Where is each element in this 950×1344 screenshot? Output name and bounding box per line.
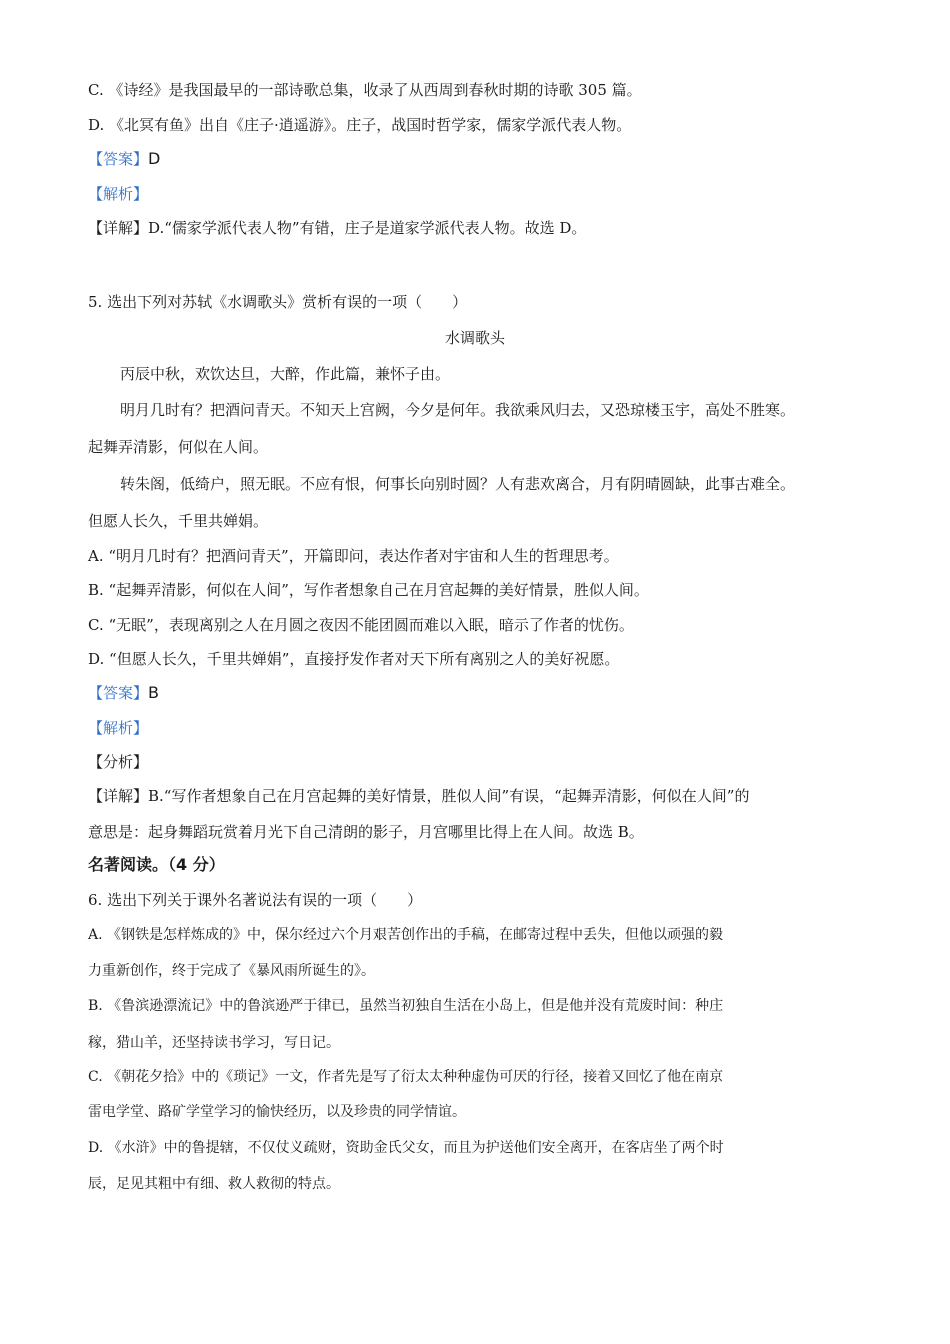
answer-value: D <box>148 149 161 168</box>
answer-tag: 【答案】 <box>88 684 149 702</box>
poem-paragraph-1-cont: 起舞弄清影，何似在人间。 <box>88 438 269 456</box>
q5-question: 5. 选出下列对苏轼《水调歌头》赏析有误的一项（ ） <box>88 293 468 311</box>
q6-option-d-line-1: D. 《水浒》中的鲁提辖，不仅仗义疏财，资助金氏父女，而且为护送他们安全离开，在客店坐了两个时 <box>88 1140 724 1156</box>
poem-title: 水调歌头 <box>444 329 505 347</box>
section-heading: 名著阅读。（4 分） <box>88 855 225 874</box>
answer-tag: 【答案】 <box>88 150 149 168</box>
q6-option-a-line-1: A. 《钢铁是怎样炼成的》中，保尔经过六个月艰苦创作出的手稿，在邮寄过程中丢失，但他以顽强的毅 <box>88 927 724 943</box>
q6-question: 6. 选出下列关于课外名著说法有误的一项（ ） <box>88 891 423 909</box>
poem-paragraph-2-cont: 但愿人长久，千里共婵娟。 <box>88 512 269 530</box>
q5-fenxi-tag: 【分析】 <box>88 753 149 771</box>
q6-option-c-line-1: C. 《朝花夕拾》中的《琐记》一文，作者先是写了衍太太种种虚伪可厌的行径，接着又回忆了他在南京 <box>88 1069 724 1085</box>
q4-analysis-tag: 【解析】 <box>88 185 149 203</box>
q6-option-a-line-2: 力重新创作，终于完成了《暴风雨所诞生的》。 <box>88 963 375 979</box>
q5-option-c: C. “无眠”，表现离别之人在月圆之夜因不能团圆而难以入眠，暗示了作者的忧伤。 <box>88 616 634 634</box>
q5-option-d: D. “但愿人长久，千里共婵娟”，直接抒发作者对天下所有离别之人的美好祝愿。 <box>88 650 620 668</box>
q4-option-c: C. 《诗经》是我国最早的一部诗歌总集，收录了从西周到春秋时期的诗歌 305 篇。 <box>88 81 642 99</box>
q6-option-b-line-2: 稼，猎山羊，还坚持读书学习，写日记。 <box>88 1035 340 1051</box>
q5-option-b: B. “起舞弄清影，何似在人间”，写作者想象自己在月宫起舞的美好情景，胜似人间。 <box>88 581 649 599</box>
q4-detail: 【详解】D.“儒家学派代表人物”有错，庄子是道家学派代表人物。故选 D。 <box>88 219 587 237</box>
q4-answer <box>88 149 870 169</box>
q5-answer <box>88 683 870 703</box>
q6-option-c-line-2: 雷电学堂、路矿学堂学习的愉快经历，以及珍贵的同学情谊。 <box>88 1104 466 1120</box>
poem-preface: 丙辰中秋，欢饮达旦，大醉，作此篇，兼怀子由。 <box>120 365 451 383</box>
q5-detail-line-2: 意思是：起身舞蹈玩赏着月光下自己清朗的影子，月宫哪里比得上在人间。故选 B。 <box>88 823 644 841</box>
poem-paragraph-1: 明月几时有？把酒问青天。不知天上宫阙，今夕是何年。我欲乘风归去，又恐琼楼玉宇，高处不胜寒。 <box>120 401 796 419</box>
poem-paragraph-2: 转朱阁，低绮户，照无眠。不应有恨，何事长向别时圆？人有悲欢离合，月有阴晴圆缺，此事古难全。 <box>120 475 796 493</box>
q5-detail-line-1: 【详解】B.“写作者想象自己在月宫起舞的美好情景，胜似人间”有误，“起舞弄清影，何似在人间”的 <box>88 787 750 805</box>
q5-option-a: A. “明月几时有？把酒问青天”，开篇即问，表达作者对宇宙和人生的哲理思考。 <box>88 547 619 565</box>
answer-value: B <box>148 683 159 702</box>
q6-option-d-line-2: 辰，足见其粗中有细、救人救彻的特点。 <box>88 1176 340 1192</box>
q4-option-d: D. 《北冥有鱼》出自《庄子·逍遥游》。庄子，战国时哲学家，儒家学派代表人物。 <box>88 116 632 134</box>
q6-option-b-line-1: B. 《鲁滨逊漂流记》中的鲁滨逊严于律已，虽然当初独自生活在小岛上，但是他并没有荒废时间：种庄 <box>88 998 724 1014</box>
q5-analysis-tag: 【解析】 <box>88 719 149 737</box>
